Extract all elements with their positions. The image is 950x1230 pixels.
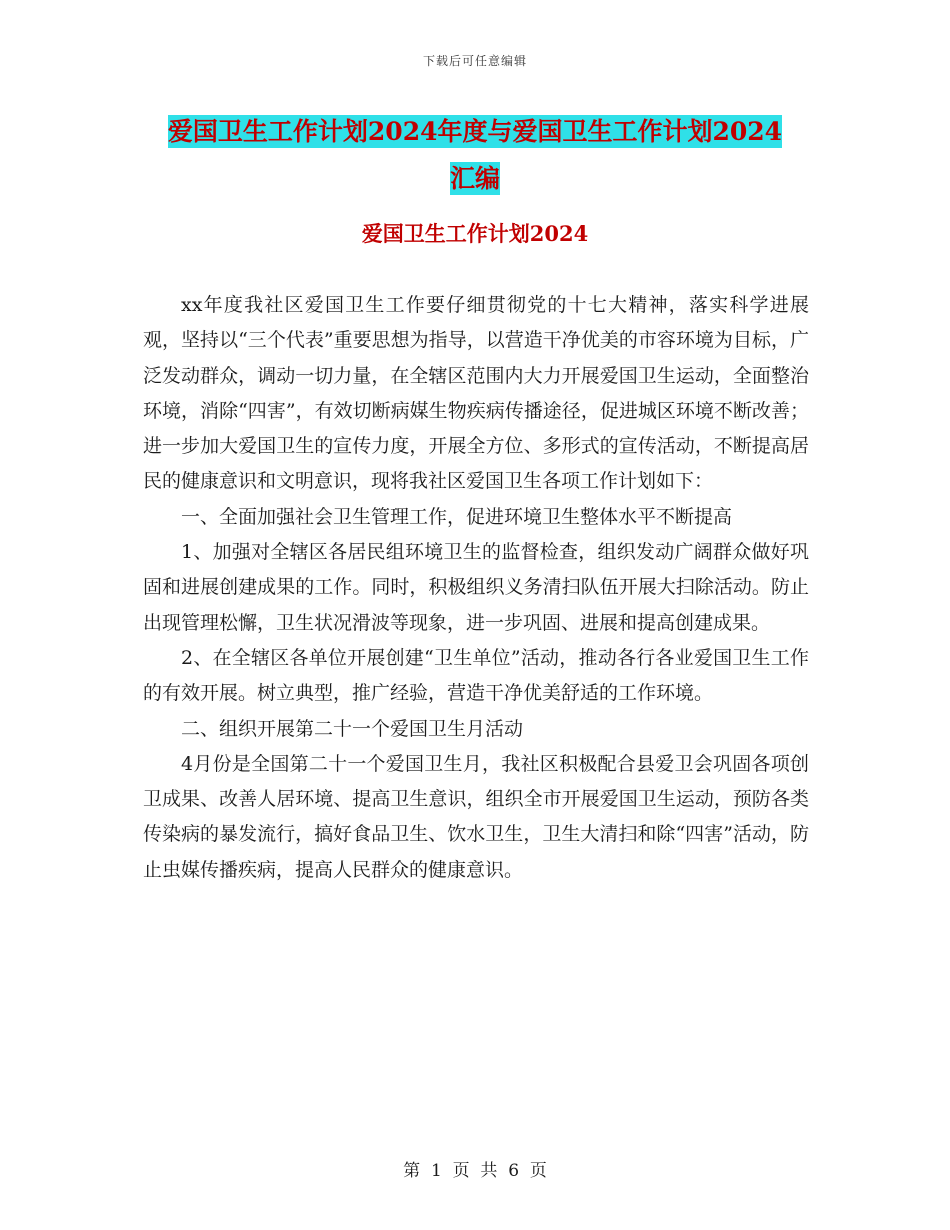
page-header-note: 下载后可任意编辑 [422,54,527,68]
heading-two: 二、组织开展第二十一个爱国卫生月活动 [181,717,524,740]
heading-one: 一、全面加强社会卫生管理工作，促进环境卫生整体水平不断提高 [181,505,733,528]
document-body [143,288,809,888]
item-one-paragraph: 1、加强对全辖区各居民组环境卫生的监督检查，组织发动广阔群众做好巩固和进展创建成果的工作。同时，积极组织义务清扫队伍开展大扫除活动。防止出现管理松懈，卫生状况滑波等现象，进一步巩固、进展和提高创建成果。 [143,541,809,634]
item-two-paragraph: 2、在全辖区各单位开展创建“卫生单位”活动，推动各行各业爱国卫生工作的有效开展。树立典型，推广经验，营造干净优美舒适的工作环境。 [143,646,809,705]
document-title-line-1: 爱国卫生工作计划2024年度与爱国卫生工作计划2024 [167,117,783,146]
section-title: 爱国卫生工作计划2024 [361,221,589,246]
document-title-line-2: 汇编 [449,164,500,193]
april-paragraph: 4月份是全国第二十一个爱国卫生月，我社区积极配合县爱卫会巩固各项创卫成果、改善人居环境、提高卫生意识，组织全市开展爱国卫生运动，预防各类传染病的暴发流行，搞好食品卫生、饮水卫生，卫生大清扫和除“四害”活动，防止虫媒传播疾病，提高人民群众的健康意识。 [143,752,809,881]
document-title [120,108,830,202]
page-number-footer: 第 1 页 共 6 页 [403,1161,547,1181]
intro-paragraph: xx年度我社区爱国卫生工作要仔细贯彻党的十七大精神，落实科学进展观，坚持以“三个代表”重要思想为指导，以营造干净优美的市容环境为目标，广泛发动群众，调动一切力量，在全辖区范围内大力开展爱国卫生运动，全面整治环境，消除“四害”，有效切断病媒生物疾病传播途径，促进城区环境不断改善；进一步加大爱国卫生的宣传力度，开展全方位、多形式的宣传活动，不断提高居民的健康意识和文明意识，现将我社区爱国卫生各项工作计划如下： [143,294,809,493]
